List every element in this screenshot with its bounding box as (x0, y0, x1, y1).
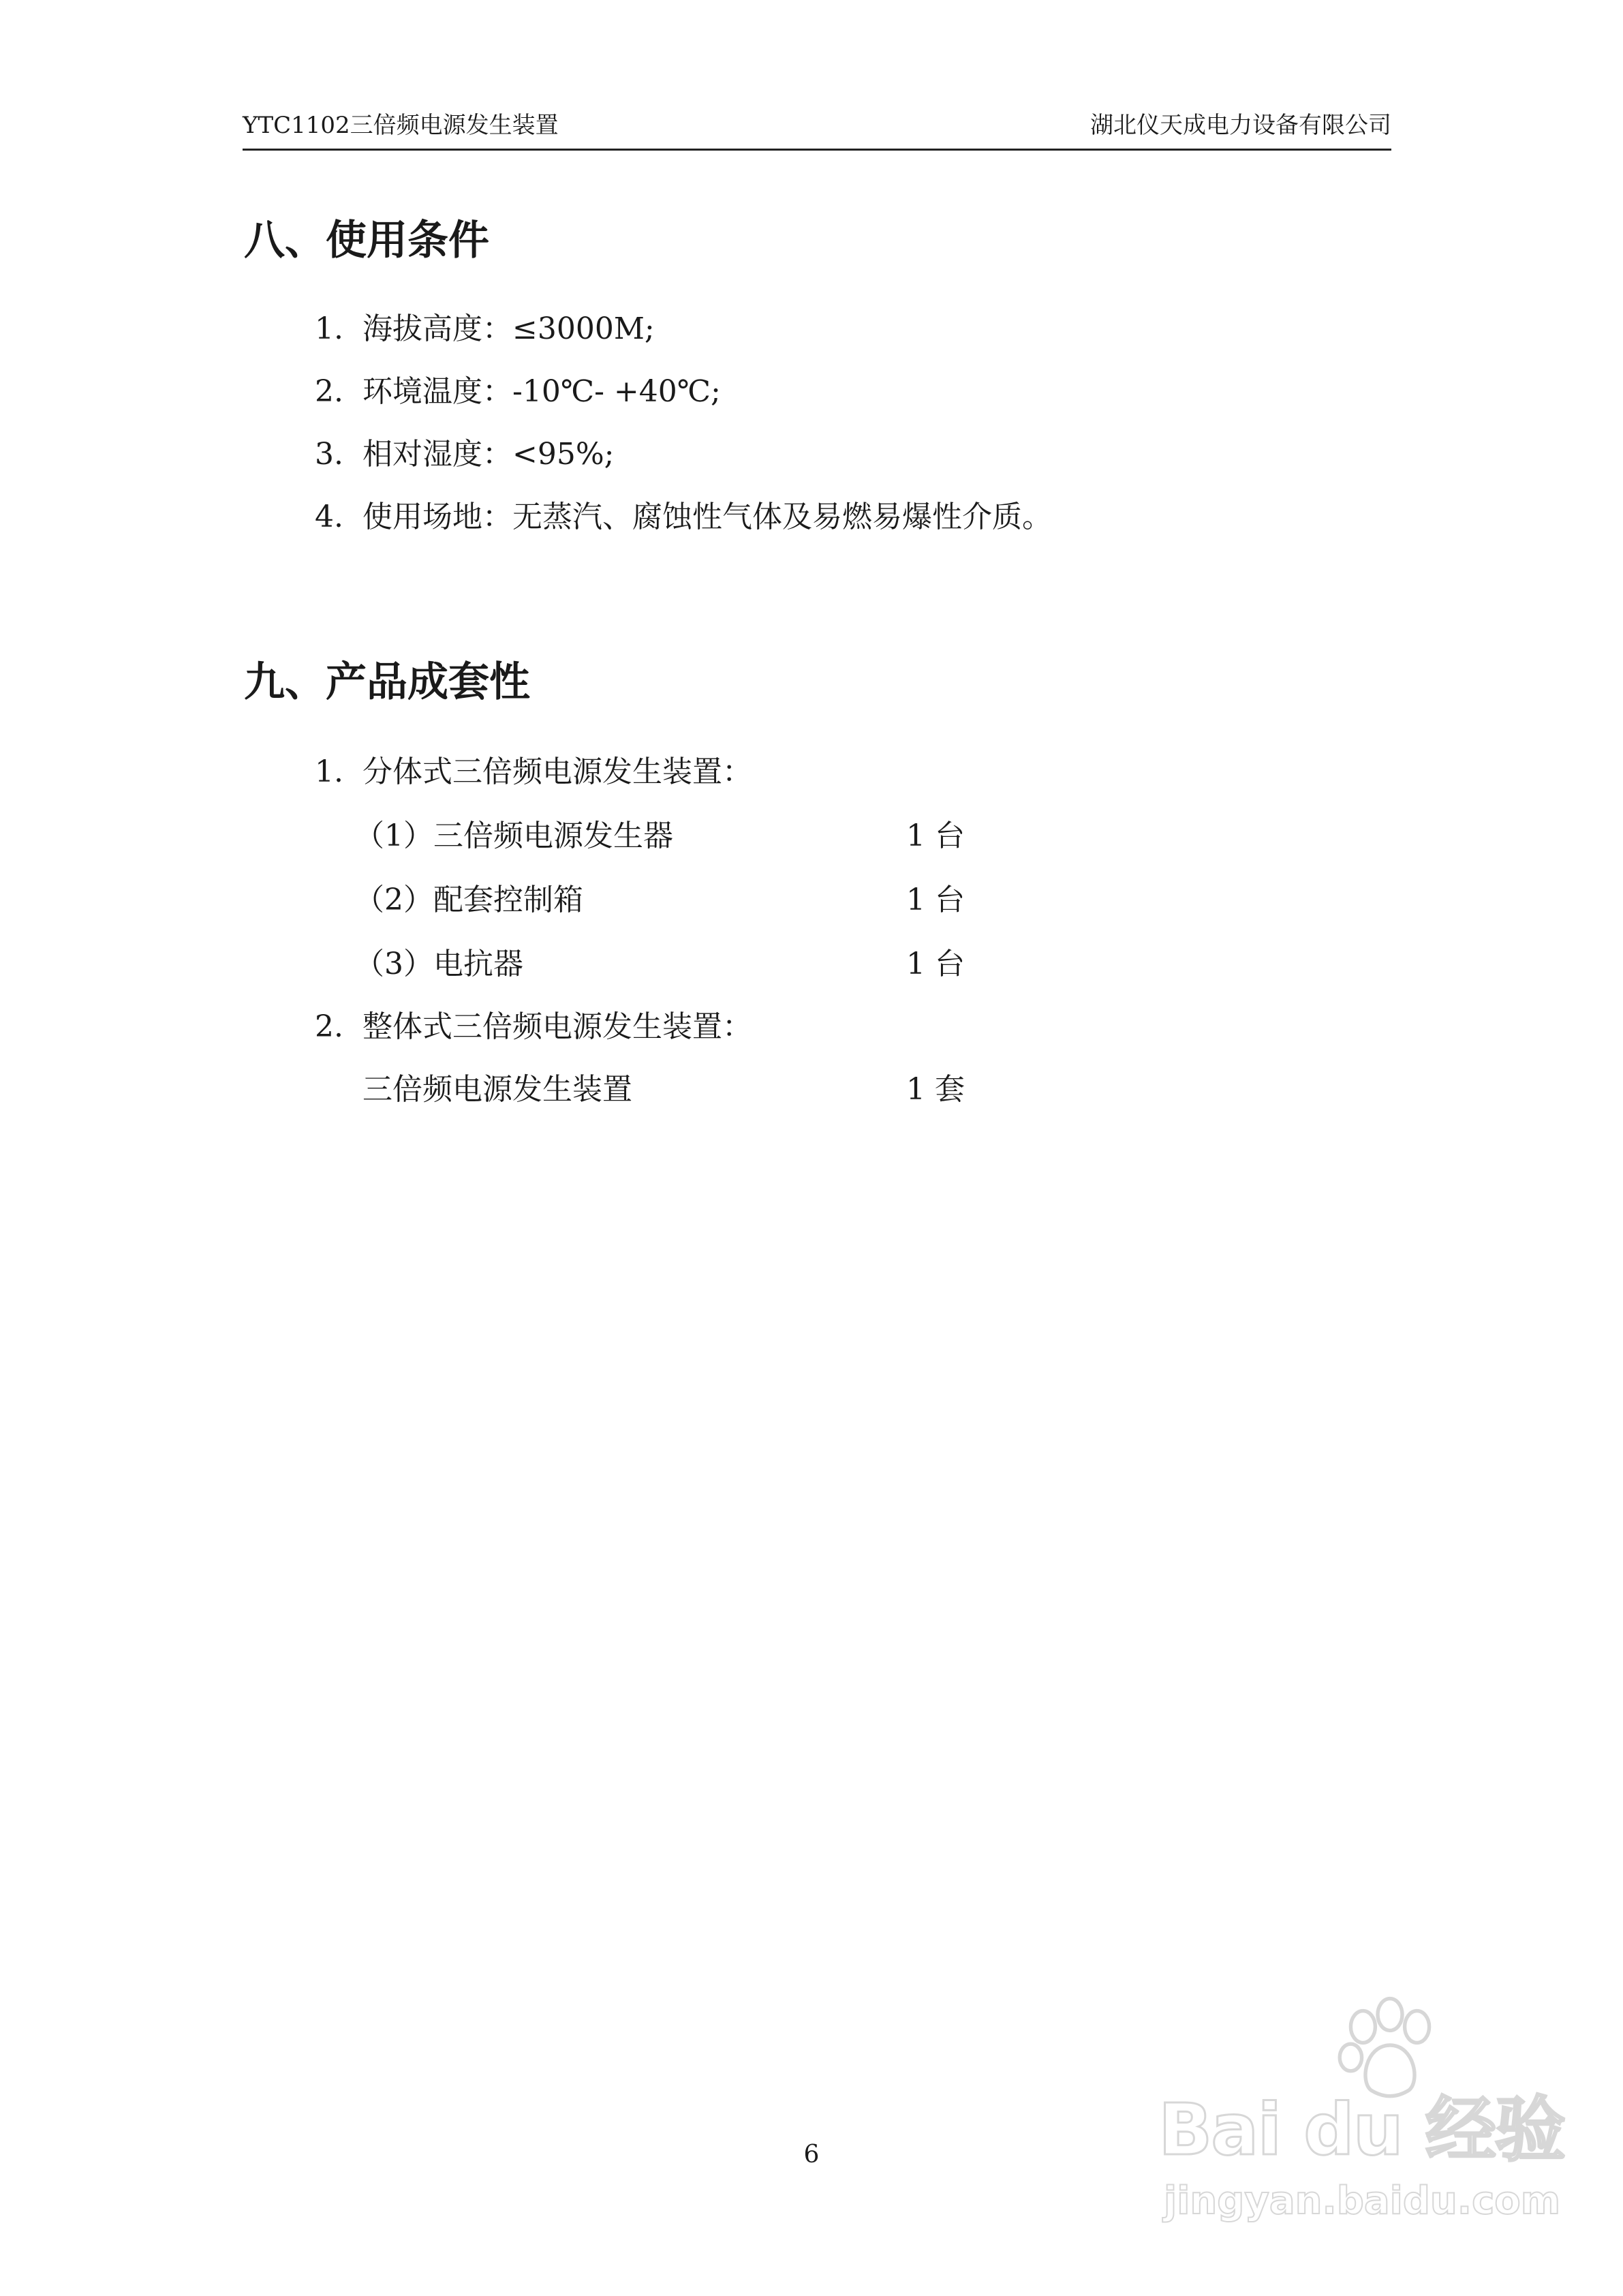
list-item (315, 1009, 752, 1045)
component-row-quantity: 1 台 (906, 818, 965, 853)
list-item-number: 4. (315, 500, 343, 534)
component-row-quantity: 1 台 (906, 947, 965, 981)
list-item-number: 2. (315, 374, 343, 409)
list-item-text: 使用场地：无蒸汽、腐蚀性气体及易燃易爆性介质。 (362, 500, 1052, 534)
list-item-text: 海拔高度：≤3000M; (362, 311, 655, 346)
component-row-quantity: 1 台 (906, 883, 965, 917)
list-item-text: 环境温度：-10℃- +40℃; (362, 374, 721, 409)
list-item (315, 754, 752, 791)
header-company-name: 湖北仪天成电力设备有限公司 (1090, 112, 1391, 139)
list-item-text: 分体式三倍频电源发生装置： (362, 754, 752, 789)
list-item (315, 436, 615, 473)
list-item-number: 3. (315, 437, 343, 472)
list-item-number: 1. (315, 754, 343, 789)
list-item (315, 499, 1052, 536)
page-number: 6 (803, 2141, 820, 2169)
section-title-product-completeness: 九、产品成套性 (244, 658, 530, 706)
list-item-text: 整体式三倍频电源发生装置： (362, 1009, 752, 1044)
watermark-brand-text: Bai du 经验 (1158, 2088, 1564, 2171)
page-header (243, 102, 1391, 151)
component-row-label: 三倍频电源发生装置 (362, 1072, 632, 1107)
watermark-url-text: jingyan.baidu.com (1164, 2179, 1561, 2223)
baidu-jingyan-watermark (1158, 1990, 1564, 2235)
header-document-title: YTC1102三倍频电源发生装置 (243, 112, 559, 139)
component-row-label: （2）配套控制箱 (354, 883, 583, 917)
list-item-number: 1. (315, 311, 343, 346)
list-item-text: 相对湿度：<95%; (362, 437, 615, 472)
list-item-number: 2. (315, 1009, 343, 1044)
component-row-label: （3）电抗器 (354, 947, 523, 981)
list-item (315, 373, 721, 410)
section-title-usage-conditions: 八、使用条件 (244, 217, 489, 264)
component-row-label: （1）三倍频电源发生器 (354, 818, 673, 853)
component-row-quantity: 1 套 (906, 1072, 965, 1107)
list-item (315, 311, 655, 348)
